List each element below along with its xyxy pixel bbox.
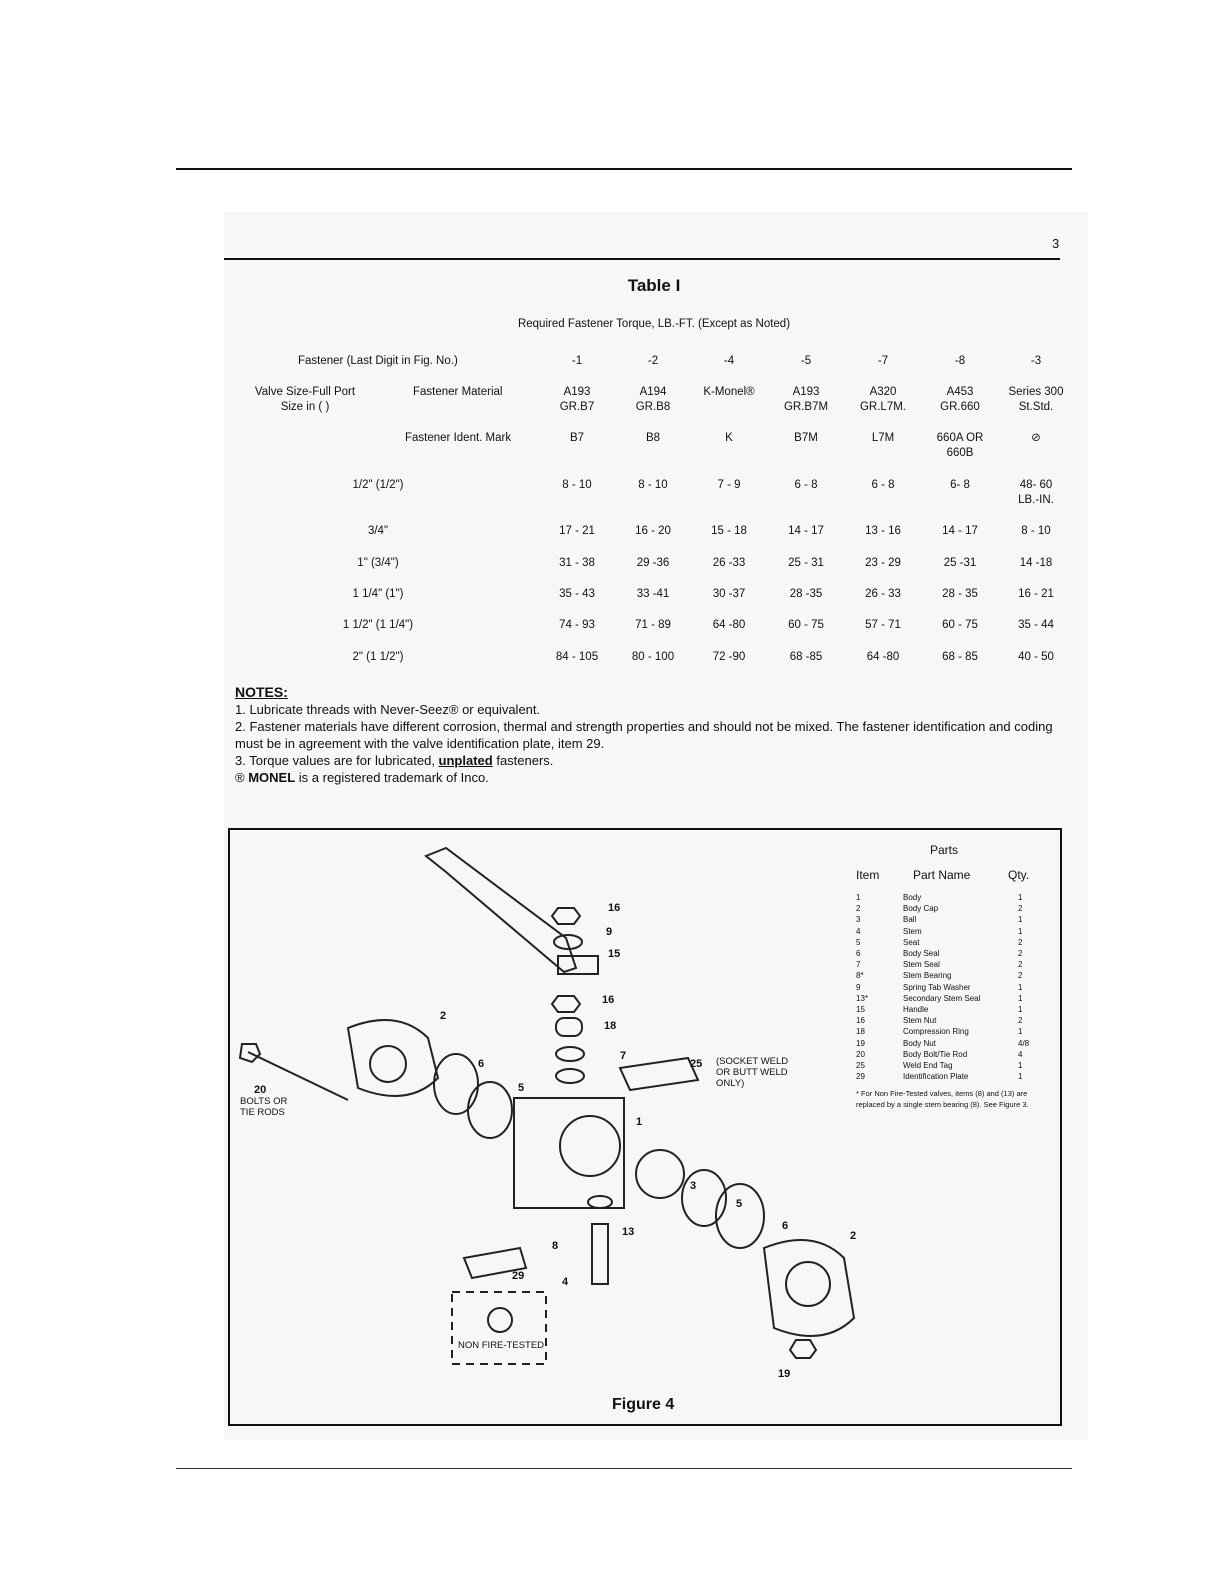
seat-left (468, 1082, 512, 1138)
part-name: Secondary Stem Seal (903, 993, 981, 1003)
table-cell: 17 - 21 (559, 525, 595, 537)
part-qty: 1 (1018, 915, 1023, 925)
parts-header-item: Item (856, 868, 880, 882)
col-digit: -5 (800, 355, 812, 367)
table-cell: 72 -90 (712, 651, 746, 663)
callout-number: 29 (512, 1270, 525, 1282)
body-nut (790, 1340, 816, 1358)
table-cell: 30 -37 (712, 588, 746, 600)
table-cell: 26 -33 (712, 557, 746, 569)
row-size: 1" (3/4") (357, 557, 399, 569)
callout-number: 8 (552, 1240, 559, 1252)
table-cell: 60 - 75 (942, 619, 978, 631)
stem-seal-1 (556, 1047, 584, 1061)
material-label: Fastener Material (413, 386, 503, 398)
part-item: 16 (856, 1016, 865, 1026)
part-item: 13* (856, 993, 869, 1003)
part-name: Compression Ring (903, 1027, 969, 1037)
callout-number: 7 (620, 1050, 627, 1062)
part-name: Stem Nut (903, 1016, 937, 1026)
body-cap-left-port (370, 1046, 406, 1082)
valve-body-bore (560, 1116, 620, 1176)
part-name: Identification Plate (903, 1072, 969, 1082)
page-number: 3 (1052, 236, 1060, 251)
body-cap-right (764, 1240, 854, 1336)
col-material: K-Monel® (703, 386, 755, 398)
part-item: 9 (856, 982, 861, 992)
table-cell: 71 - 89 (635, 619, 671, 631)
col-material: Series 300 St.Std. (1008, 386, 1064, 413)
callout-number: 6 (478, 1058, 485, 1070)
table-title: Table I (627, 276, 681, 295)
callout-number: 13 (622, 1226, 635, 1238)
col-material: A193 GR.B7 (559, 386, 595, 413)
top-rule (176, 168, 1072, 170)
notes (235, 684, 1080, 786)
bottom-rule (176, 1468, 1072, 1469)
part-item: 15 (856, 1005, 865, 1014)
row-size: 2" (1 1/2") (352, 651, 404, 663)
stem-bearing (588, 1196, 612, 1208)
table-cell: 6 - 8 (871, 479, 895, 491)
table-cell: 8 - 10 (562, 479, 592, 491)
notes-heading: NOTES: (235, 684, 288, 700)
valve-exploded-diagram (228, 828, 1058, 1422)
col-mark: L7M (871, 432, 895, 444)
fastener-label: Fastener (Last Digit in Fig. No.) (298, 355, 458, 367)
col-mark: K (725, 432, 733, 444)
row-size: 1/2" (1/2") (352, 479, 404, 491)
col-material: A453 GR.660 (940, 386, 980, 413)
table-cell: 48- 60 LB.-IN. (1018, 479, 1054, 506)
part-name: Body Cap (903, 904, 939, 914)
callout-number: 15 (608, 948, 621, 960)
figure-caption: Figure 4 (612, 1396, 675, 1413)
table-cell: 25 - 31 (788, 557, 824, 569)
col-material: A320 GR.L7M. (859, 386, 906, 413)
note-1: 1. Lubricate threads with Never-Seez® or equivalent. (235, 702, 541, 717)
body-seal-left (434, 1054, 478, 1114)
table-cell: 14 -18 (1019, 557, 1053, 569)
callout-number: 2 (850, 1230, 857, 1242)
compression-ring (556, 1018, 582, 1036)
part-qty: 2 (1018, 1016, 1023, 1026)
col-digit: -3 (1030, 355, 1042, 367)
note-3 (235, 752, 1080, 769)
part-qty: 2 (1018, 937, 1023, 947)
table-cell: 28 -35 (789, 588, 823, 600)
row-size: 1 1/2" (1 1/4") (342, 619, 414, 631)
ball (636, 1150, 684, 1198)
part-item: 2 (856, 904, 861, 914)
valve-size-label: Valve Size-Full Port Size in ( ) (254, 386, 356, 413)
table-cell: 16 - 20 (635, 525, 671, 537)
table-cell: 8 - 10 (638, 479, 668, 491)
col-mark: 660A OR 660B (936, 432, 984, 459)
part-qty: 1 (1018, 993, 1023, 1003)
stem-seal-2 (556, 1069, 584, 1083)
non-fire-tested-bearing (488, 1308, 512, 1332)
non-fire-tested-label: NON FIRE-TESTED (458, 1340, 545, 1351)
part-item: 3 (856, 915, 861, 925)
part-item: 20 (856, 1049, 865, 1059)
part-name: Body Nut (903, 1038, 936, 1048)
table-cell: 7 - 9 (717, 479, 741, 491)
part-qty: 2 (1018, 904, 1023, 914)
col-mark: B7 (569, 432, 585, 444)
part-name: Body Seal (903, 949, 940, 958)
part-qty: 1 (1018, 926, 1023, 936)
table-cell: 84 - 105 (555, 651, 599, 663)
stem-nut-top (552, 908, 580, 924)
table-cell: 68 -85 (789, 651, 823, 663)
callout-number: 6 (782, 1220, 789, 1232)
part-qty: 2 (1018, 949, 1023, 958)
table-cell: 26 - 33 (865, 588, 901, 600)
weld-end-tag (620, 1058, 698, 1090)
part-item: 19 (856, 1038, 865, 1048)
bolts-label: BOLTS OR TIE RODS (240, 1096, 288, 1118)
table-cell: 14 - 17 (942, 525, 978, 537)
col-material: A193 GR.B7M (783, 386, 829, 413)
part-item: 25 (856, 1061, 865, 1070)
part-name: Weld End Tag (903, 1061, 953, 1070)
stem (592, 1224, 608, 1284)
parts-header-qty: Qty. (1008, 868, 1030, 882)
header-rule (224, 258, 1060, 260)
callout-number: 16 (602, 994, 615, 1006)
callout-number: 18 (604, 1020, 617, 1032)
valve-body (514, 1098, 624, 1208)
part-item: 8* (856, 971, 864, 981)
callout-number: 19 (778, 1368, 791, 1380)
part-qty: 1 (1018, 1005, 1023, 1014)
table-cell: 35 - 44 (1018, 619, 1054, 631)
table-cell: 13 - 16 (865, 525, 901, 537)
part-name: Body Bolt/Tie Rod (903, 1049, 968, 1059)
monel-word: MONEL (248, 770, 296, 785)
table-cell: 64 -80 (712, 619, 746, 631)
part-item: 5 (856, 937, 861, 947)
table-cell: 25 -31 (943, 557, 977, 569)
col-digit: -4 (723, 355, 735, 367)
note-3-part1: 3. Torque values are for lubricated, (235, 753, 439, 768)
registered-mark: ® (235, 770, 249, 785)
row-size: 3/4" (367, 525, 389, 537)
table-cell: 6 - 8 (794, 479, 818, 491)
table-cell: 68 - 85 (942, 651, 978, 663)
part-item: 18 (856, 1027, 865, 1037)
col-mark: B8 (645, 432, 661, 444)
table-cell: 14 - 17 (788, 525, 824, 537)
table-cell: 57 - 71 (865, 619, 901, 631)
callout-number: 5 (518, 1082, 525, 1094)
part-qty: 2 (1018, 971, 1023, 981)
table-cell: 16 - 21 (1018, 588, 1054, 600)
note-3-part2: fasteners. (492, 753, 554, 768)
part-name: Spring Tab Washer (903, 982, 971, 992)
table-cell: 8 - 10 (1021, 525, 1051, 537)
col-digit: -7 (877, 355, 889, 367)
body-seal-right (716, 1184, 764, 1248)
note-3-unplated: unplated (438, 753, 493, 768)
col-material: A194 GR.B8 (635, 386, 671, 413)
trademark-text: is a registered trademark of Inco. (295, 770, 489, 785)
part-item: 1 (856, 893, 861, 902)
table-cell: 23 - 29 (865, 557, 901, 569)
table-cell: 60 - 75 (788, 619, 824, 631)
table-cell: 15 - 18 (711, 525, 747, 537)
col-mark: ⊘ (1031, 432, 1041, 444)
body-cap-left (348, 1020, 438, 1096)
part-qty: 4/8 (1018, 1038, 1030, 1048)
handle-shape (426, 848, 576, 972)
part-name: Stem Seal (903, 960, 940, 970)
parts-header-name: Part Name (913, 868, 971, 882)
table-cell: 35 - 43 (559, 588, 595, 600)
part-qty: 4 (1018, 1049, 1023, 1059)
part-item: 7 (856, 960, 861, 970)
part-name: Stem (903, 926, 922, 936)
callout-number: 4 (562, 1276, 569, 1288)
part-qty: 1 (1018, 1061, 1023, 1070)
table-cell: 74 - 93 (559, 619, 595, 631)
parts-footnote: * For Non Fire-Tested valves, items (8) and (13) are replaced by a single stem bearing (8). See Figure 3. (856, 1089, 1029, 1109)
part-name: Ball (903, 915, 917, 925)
row-size: 1 1/4" (1") (352, 588, 404, 600)
table-cell: 40 - 50 (1018, 651, 1054, 663)
parts-title: Parts (930, 843, 959, 857)
part-name: Handle (903, 1005, 929, 1014)
body-cap-right-port (786, 1262, 830, 1306)
part-item: 4 (856, 926, 861, 936)
part-item: 29 (856, 1072, 865, 1082)
weld-note: (SOCKET WELD OR BUTT WELD ONLY) (716, 1056, 789, 1089)
stem-nut-2 (552, 996, 580, 1012)
part-name: Body (903, 893, 922, 902)
table-cell: 28 - 35 (942, 588, 978, 600)
callout-number: 9 (606, 926, 613, 938)
part-name: Stem Bearing (903, 971, 952, 981)
note-trademark (235, 769, 1080, 786)
part-qty: 2 (1018, 960, 1023, 970)
table-cell: 80 - 100 (631, 651, 675, 663)
note-2: 2. Fastener materials have different corrosion, thermal and strength properties and should not be mixed. The fastener identification and coding must be in agreement with the valve identification plate, item 29. (235, 719, 1053, 751)
part-qty: 1 (1018, 1072, 1023, 1082)
non-fire-tested-box (452, 1292, 546, 1364)
callout-number: 3 (690, 1180, 697, 1192)
table-cell: 29 -36 (636, 557, 670, 569)
table-cell: 6- 8 (950, 479, 970, 491)
table-cell: 64 -80 (866, 651, 900, 663)
callout-number: 5 (736, 1198, 743, 1210)
col-digit: -8 (954, 355, 966, 367)
table-cell: 33 -41 (636, 588, 670, 600)
col-digit: -1 (571, 355, 583, 367)
ident-mark-label: Fastener Ident. Mark (405, 432, 512, 444)
part-qty: 1 (1018, 982, 1023, 992)
part-qty: 1 (1018, 893, 1023, 902)
callout-number: 1 (636, 1116, 643, 1128)
col-mark: B7M (794, 432, 818, 444)
part-qty: 1 (1018, 1027, 1023, 1037)
callout-number: 16 (608, 902, 621, 914)
callout-number: 25 (690, 1058, 703, 1070)
callout-number: 2 (440, 1010, 447, 1022)
part-name: Seat (903, 937, 920, 947)
col-digit: -2 (647, 355, 659, 367)
part-item: 6 (856, 949, 861, 958)
table-cell: 31 - 38 (559, 557, 595, 569)
table-subtitle: Required Fastener Torque, LB.-FT. (Except as Noted) (517, 318, 791, 330)
callout-number: 20 (254, 1084, 267, 1096)
